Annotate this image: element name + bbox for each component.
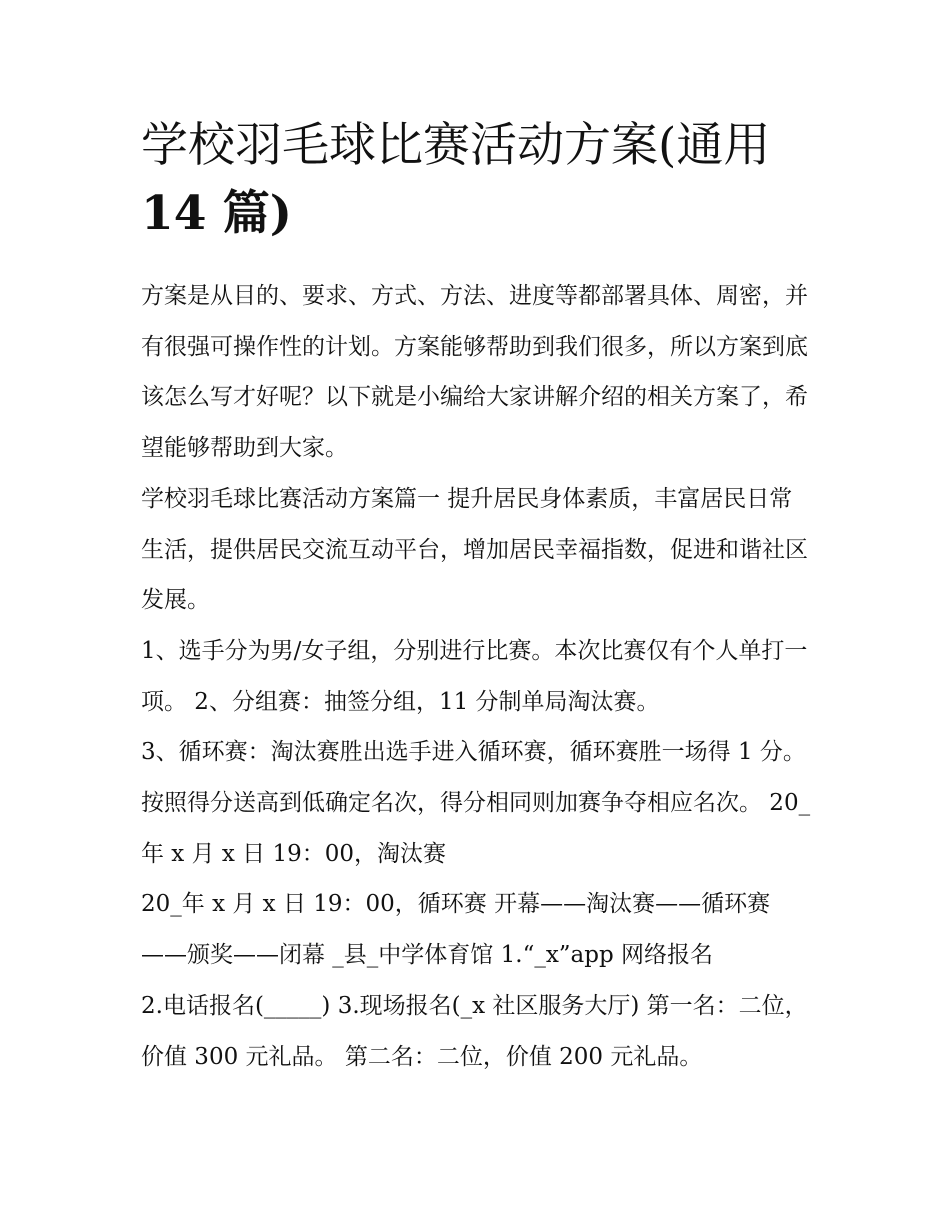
paragraph-schedule: 20_年 x 月 x 日 19：00，循环赛 开幕——淘汰赛——循环赛——颁奖——闭幕 _县_中学体育馆 1.“_x”app 网络报名 [141, 891, 771, 969]
paragraph-section-one: 学校羽毛球比赛活动方案篇一 提升居民身体素质，丰富居民日常生活，提供居民交流互动平台，增加居民幸福指数，促进和谐社区发展。 [141, 485, 808, 614]
paragraph-intro: 方案是从目的、要求、方式、方法、进度等都部署具体、周密，并有很强可操作性的计划。方案能够帮助到我们很多，所以方案到底该怎么写才好呢？以下就是小编给大家讲解介绍的相关方案了，希望能够帮助到大家。 [141, 283, 808, 462]
paragraph-rules-3: 3、循环赛：淘汰赛胜出选手进入循环赛，循环赛胜一场得 1 分。按照得分送高到低确定名次，得分相同则加赛争夺相应名次。 20_年 x 月 x 日 19：00，淘汰赛 [141, 739, 811, 867]
document-body [141, 271, 813, 1082]
paragraph-rules-1-2: 1、选手分为男/女子组，分别进行比赛。本次比赛仅有个人单打一项。 2、分组赛：抽签分组，11 分制单局淘汰赛。 [141, 637, 808, 715]
title-line-2: 14 篇) [141, 186, 293, 241]
document-title [141, 112, 813, 248]
document-page [141, 112, 813, 1082]
paragraph-registration-awards: 2.电话报名(_____) 3.现场报名(_x 社区服务大厅) 第一名：二位，价值 300 元礼品。 第二名：二位，价值 200 元礼品。 [141, 992, 808, 1070]
title-line-1: 学校羽毛球比赛活动方案(通用 [141, 118, 771, 173]
